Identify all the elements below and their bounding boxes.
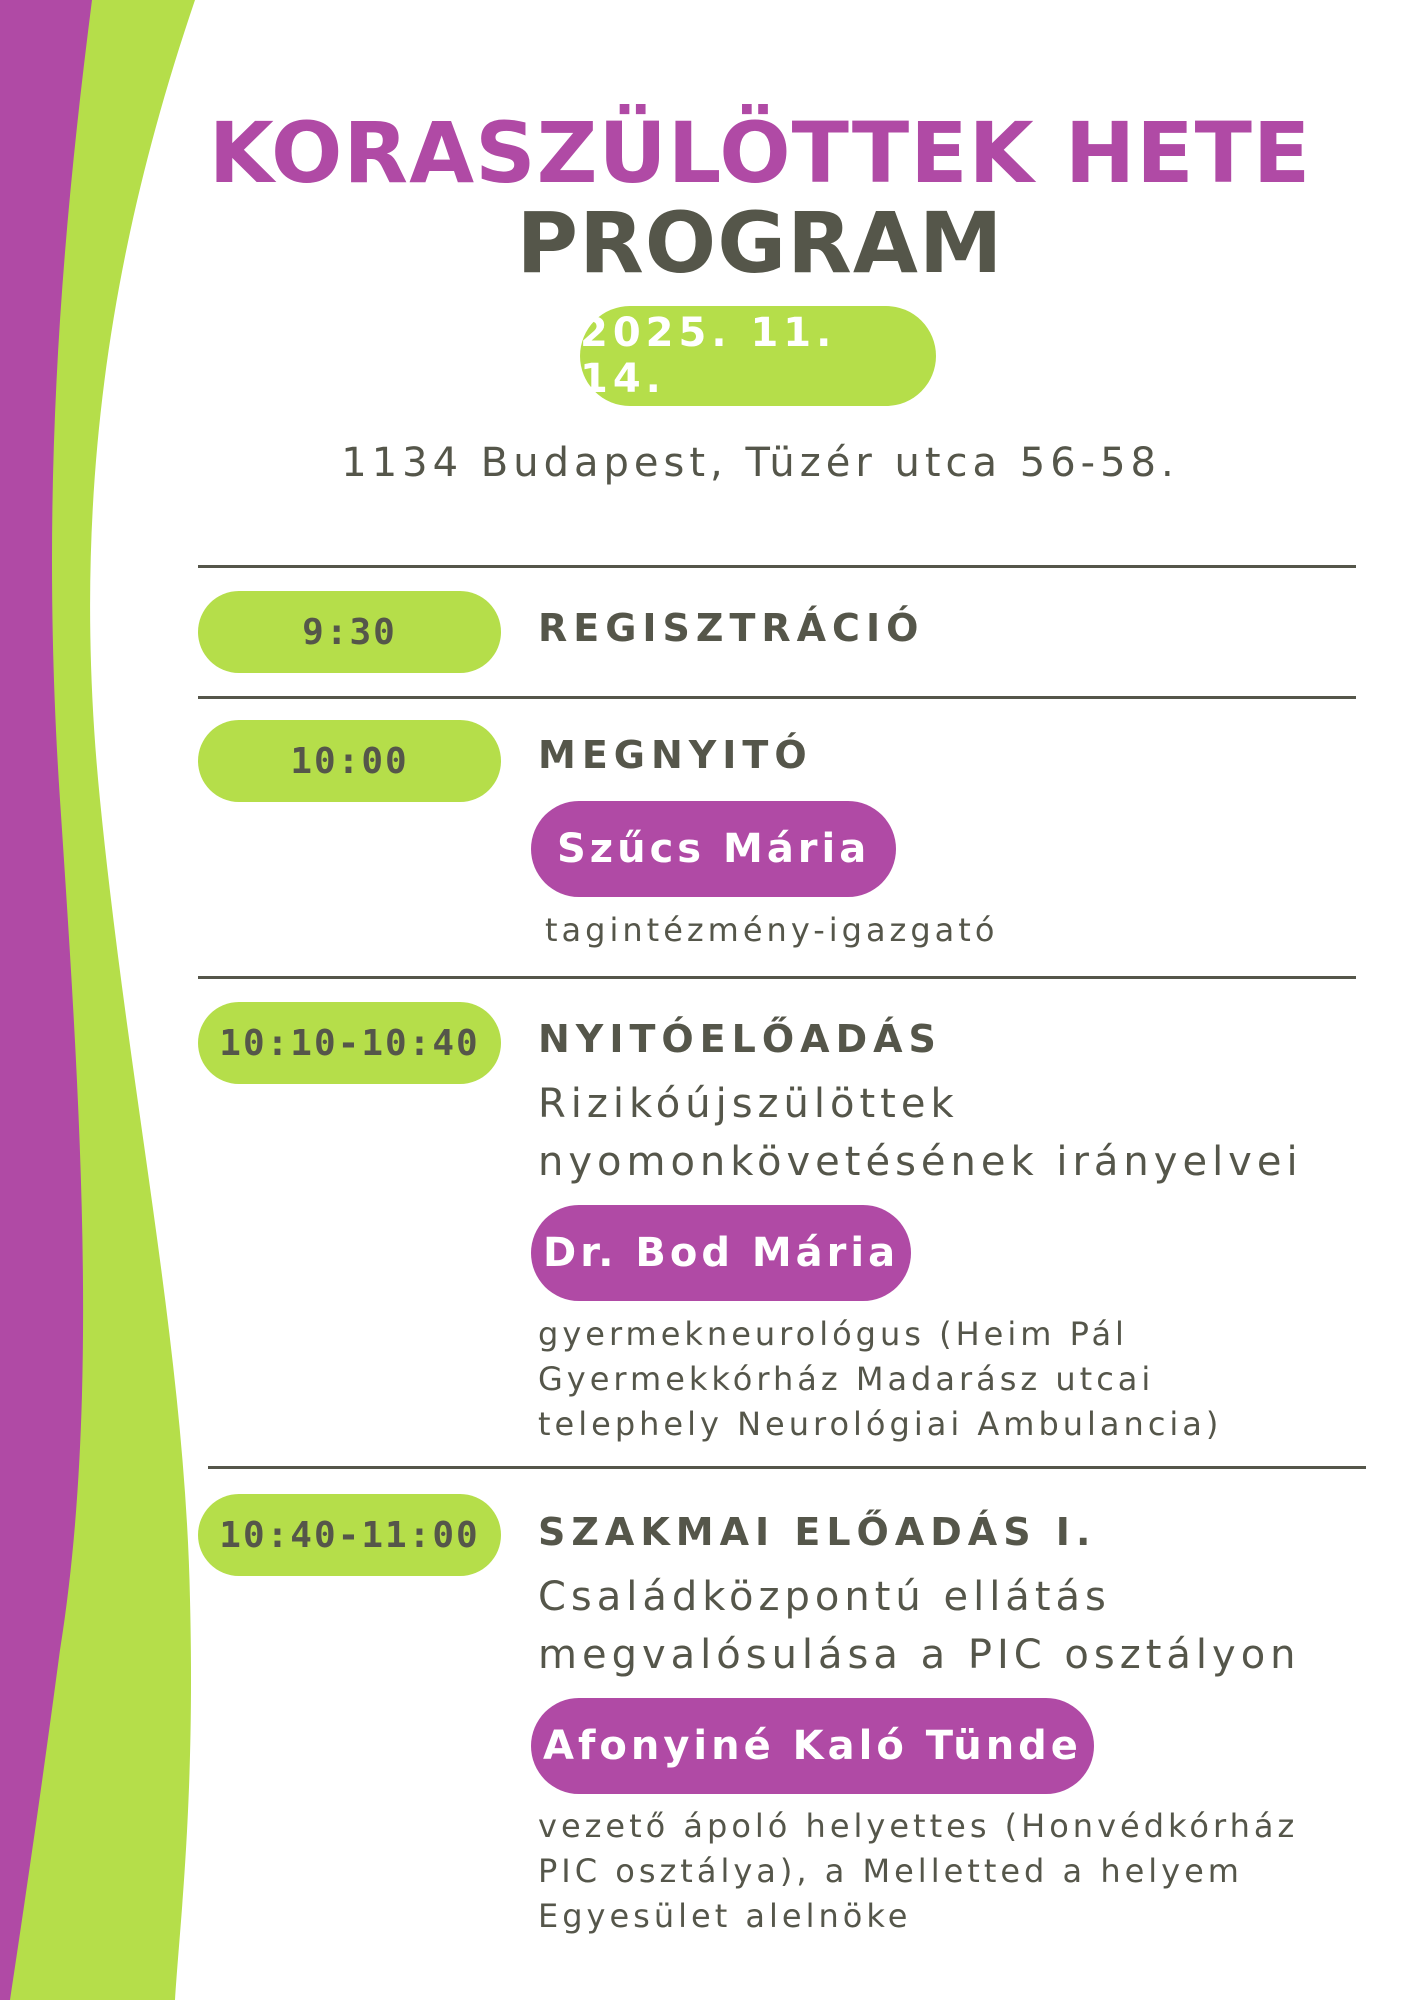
- session-title: SZAKMAI ELŐADÁS I.: [538, 1510, 1097, 1554]
- session-title: REGISZTRÁCIÓ: [538, 606, 925, 650]
- divider: [208, 1466, 1366, 1469]
- session-title: MEGNYITÓ: [538, 733, 813, 777]
- session-description: nyomonkövetésének irányelvei: [538, 1139, 1303, 1185]
- speaker-name: Dr. Bod Mária: [531, 1205, 911, 1301]
- speaker-role: telephely Neurológiai Ambulancia): [538, 1405, 1223, 1443]
- speaker-role: tagintézmény-igazgató: [545, 911, 999, 949]
- date-badge: 2025. 11. 14.: [580, 306, 936, 406]
- session-time: 10:00: [198, 720, 501, 802]
- speaker-name: Szűcs Mária: [531, 801, 896, 897]
- divider: [198, 696, 1356, 699]
- venue-address: 1134 Budapest, Tüzér utca 56-58.: [341, 440, 1179, 486]
- speaker-role: Gyermekkórház Madarász utcai: [538, 1360, 1155, 1398]
- divider: [198, 976, 1356, 979]
- speaker-role: PIC osztálya), a Melletted a helyem: [538, 1852, 1243, 1890]
- page-title: KORASZÜLÖTTEK HETE: [208, 104, 1312, 202]
- session-title: NYITÓELŐADÁS: [538, 1017, 942, 1061]
- speaker-role: Egyesület alelnöke: [538, 1897, 912, 1935]
- session-time: 9:30: [198, 591, 501, 673]
- session-description: Családközpontú ellátás: [538, 1574, 1111, 1620]
- speaker-role: gyermekneurológus (Heim Pál: [538, 1315, 1128, 1353]
- page-subtitle: PROGRAM: [516, 194, 1004, 292]
- divider: [198, 565, 1356, 568]
- session-time: 10:40-11:00: [198, 1494, 501, 1576]
- session-time: 10:10-10:40: [198, 1002, 501, 1084]
- session-description: megvalósulása a PIC osztályon: [538, 1632, 1301, 1678]
- speaker-name: Afonyiné Kaló Tünde: [531, 1698, 1094, 1794]
- speaker-role: vezető ápoló helyettes (Honvédkórház: [538, 1807, 1299, 1845]
- session-description: Rizikóújszülöttek: [538, 1081, 959, 1127]
